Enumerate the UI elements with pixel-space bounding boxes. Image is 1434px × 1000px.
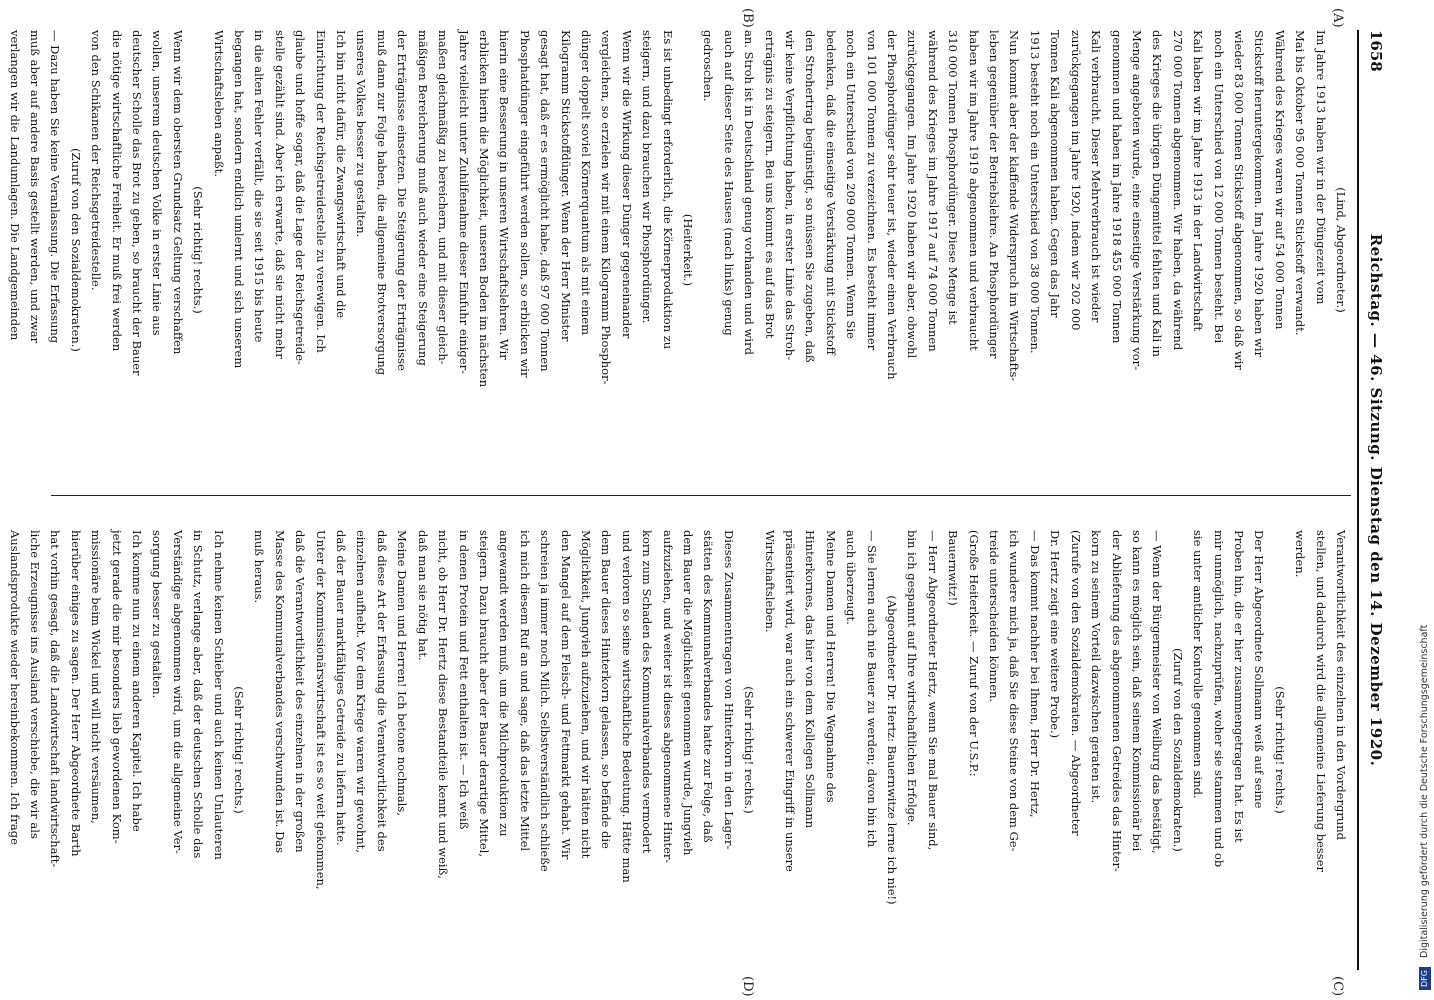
text-line: Ich bin nicht dafür, die Zwangswirtschaft und die bbox=[334, 30, 349, 319]
text-line: (Große Heiterkeit. — Zuruf von der U.S.P.: bbox=[966, 530, 981, 777]
text-line: stätten des Kommunalverbandes hatte zur Folge, daß bbox=[701, 530, 716, 843]
column-divider bbox=[51, 495, 1351, 496]
text-line: angewandt werden muß, um die Milchproduktion zu bbox=[497, 530, 512, 837]
text-line: verlangen wir die Landumlagen. Die Landgemeinden bbox=[7, 30, 22, 341]
text-line: 310 000 Tonnen Phosphordünger. Diese Menge ist bbox=[946, 30, 961, 325]
text-line: mir unmöglich, nachzuprüfen, woher sie stammen und ob bbox=[1211, 530, 1226, 868]
text-line: (Sehr richtig! rechts.) bbox=[1272, 686, 1287, 814]
text-line: daß die Verantwortlichkeit des einzelnen in der großen bbox=[293, 530, 308, 853]
text-line: Phosphatdünger eingeführt werden sollen, so erblicken wir bbox=[517, 30, 532, 378]
text-line bbox=[0, 530, 4, 970]
text-line: Mai bis Oktober 95 000 Tonnen Stickstoff verwandt. bbox=[1293, 30, 1308, 336]
text-line: noch ein Unterschied von 12 000 Tonnen besteht. Bei bbox=[1211, 30, 1226, 344]
text-line: Im Jahre 1913 haben wir in der Düngezeit vom bbox=[1313, 30, 1328, 305]
dfg-logo: DFG bbox=[1419, 967, 1431, 990]
text-line: von 101 000 Tonnen zu verzeichnen. Es besteht immer bbox=[864, 30, 879, 351]
text-line: Unter der Kommissionärswirtschaft ist es so weit gekommen, bbox=[313, 530, 328, 890]
text-line: glaube und hoffe sogar, daß die Lage der Reichsgetreide- bbox=[293, 30, 308, 365]
page-header bbox=[1357, 30, 1389, 970]
text-line: Stickstoff heruntergekommen. Im Jahre 1920 haben wir bbox=[1252, 30, 1267, 358]
text-line: Meine Damen und Herren! Ich betone nochmals, bbox=[395, 530, 410, 816]
text-line: — Herr Abgeordneter Hertz, wenn Sie mal Bauer sind, bbox=[925, 530, 940, 851]
text-line: gesagt hat, daß er es ermöglicht habe, daß 97 000 Tonnen bbox=[538, 30, 553, 372]
text-line: steigern, und dazu brauchen wir Phosphordünger. bbox=[640, 30, 655, 324]
text-line: (Abgeordneter Dr. Hertz: Bauernwitze lerne ich nie!) bbox=[885, 595, 900, 905]
text-line: Proben hin, die er hier zusammengetragen hat. Es ist bbox=[1231, 530, 1246, 843]
text-line: unseres Volkes besser zu gestalten. bbox=[354, 30, 369, 238]
text-line: zurückgegangen. Im Jahre 1920 haben wir aber, obwohl bbox=[905, 30, 920, 359]
text-line: Menge angeboten wurde, eine einseitige Verstärkung vor- bbox=[1129, 30, 1144, 371]
text-line: muß dann zur Folge haben, die allgemeine Brotversorgung bbox=[374, 30, 389, 376]
text-line: (Heiterkeit.) bbox=[681, 213, 695, 287]
text-line: (Sehr richtig! rechts.) bbox=[742, 686, 757, 814]
text-line: Ich nehme keinen Schieber und auch keinen Unlauteren bbox=[211, 530, 226, 860]
text-line: muß aber auf andere Basis gestellt werden, und zwar bbox=[28, 30, 42, 344]
text-line: (Zurufe von den Sozialdemokraten. — Abgeordneter bbox=[1068, 530, 1083, 836]
text-line: zurückgegangen im Jahre 1920, indem wir 202 000 bbox=[1068, 30, 1083, 331]
text-line: muß heraus. bbox=[252, 530, 267, 604]
page-number: 1658 bbox=[1367, 30, 1385, 72]
text-line: Hinterkornes, das hier von dem Kollegen Sollmann bbox=[803, 530, 818, 829]
text-line: hat vorhin gesagt, daß die Landwirtschaft landwirtschaft- bbox=[48, 530, 63, 868]
text-line: in denen Protein und Fett enthalten ist. — Ich weiß bbox=[456, 530, 471, 830]
text-line: stelle gezählt sind. Aber ich erwarte, daß sie nicht mehr bbox=[272, 30, 287, 359]
text-line: dünger doppelt soviel Körnerquantum als mit einem bbox=[578, 30, 593, 335]
text-line: 270 000 Tonnen abgenommen. Wir haben, da während bbox=[1170, 30, 1185, 351]
text-line: hierüber einiges zu sagen. Der Herr Abgeordnete Barth bbox=[68, 530, 83, 857]
text-line: bin ich gespannt auf Ihre wirtschaftlichen Erfolge. bbox=[905, 530, 920, 826]
text-line: Jahre vielleicht unter Zuhilfenahme dieser Einfuhr einiger- bbox=[456, 30, 471, 374]
text-line: nicht, ob Herr Dr. Hertz diese Bestandteile kennt und weiß, bbox=[436, 530, 451, 879]
text-line: ich mich diesem Ruf an und sage, daß das letzte Mittel bbox=[517, 530, 532, 852]
text-line: leben gegenüber der Betriebslehre. An Phosphordünger bbox=[987, 30, 1002, 359]
text-line: maßen gleichmäßig zu bereichern, und mit dieser gleich- bbox=[436, 30, 451, 365]
text-line: treide unterscheiden können. bbox=[987, 530, 1002, 703]
text-line: den Strohertrag begünstigt, so müssen Sie zugeben, daß bbox=[803, 30, 818, 363]
text-line: dem Bauer die Möglichkeit genommen wurde, Jungvieh bbox=[681, 530, 695, 856]
margin-marker-c: (C) bbox=[1330, 976, 1345, 997]
text-line: des Krieges die übrigen Düngemittel fehlten und Kali in bbox=[1150, 30, 1165, 357]
text-line: Möglichkeit, Jungvieh aufzuziehen, und wir hätten nicht bbox=[578, 530, 593, 859]
text-line: Auslandsprodukte wieder hereinbekommen. Ich frage bbox=[7, 530, 22, 845]
text-line: (Sehr richtig! rechts.) bbox=[232, 686, 247, 814]
text-line: daß diese Art der Erfassung die Verantwortlichkeit des bbox=[374, 530, 389, 852]
digitization-footer bbox=[1417, 0, 1433, 1000]
left-text-column bbox=[7, 30, 1351, 470]
text-line: Wenn wir die Wirkung dieser Dünger gegeneinander bbox=[619, 30, 634, 339]
text-line: die nötige wirtschaftliche Freiheit. Er muß frei werden bbox=[109, 30, 124, 352]
text-line: Es ist unbedingt erforderlich, die Körnerproduktion zu bbox=[660, 30, 675, 350]
text-line: wir keine Verpflichtung haben, in erster Linie das Stroh- bbox=[783, 30, 798, 361]
right-text-column bbox=[7, 530, 1351, 970]
text-line: Wirtschaftsleben. bbox=[762, 530, 777, 633]
text-line: Meine Damen und Herren! Die Wegnahme des bbox=[823, 530, 838, 803]
text-line: begangen hat, sondern endlich umlernt und sich unserem bbox=[232, 30, 247, 369]
text-line: stellen, und dadurch wird die allgemeine Lieferung besser bbox=[1313, 530, 1328, 872]
text-line: Wenn wir dem obersten Grundsatz Geltung verschaffen bbox=[170, 30, 185, 355]
text-line: Dieses Zusammentragen von Hinterkorn in den Lager- bbox=[721, 530, 736, 850]
text-line: Einrichtung der Reichsgetreidestelle zu verewigen. Ich bbox=[313, 30, 328, 353]
text-line: den Mangel auf dem Fleisch- und Fettmarkt gehabt. Wir bbox=[558, 530, 573, 860]
text-line: der Phosphordünger sehr teuer ist, wieder einen Verbrauch bbox=[885, 30, 900, 380]
margin-marker-a: (A) bbox=[1330, 8, 1345, 28]
session-title: Reichstag. — 46. Sitzung. Dienstag den 14. Dezember 1920. bbox=[1367, 233, 1385, 767]
text-line: sorgung besser zu gestalten. bbox=[150, 530, 165, 699]
text-line: liche Erzeugnisse ins Ausland verschiebe, die wir als bbox=[28, 530, 42, 839]
text-line: Bauernwitz!) bbox=[946, 530, 961, 606]
text-line: Nun kommt aber der klaffende Widerspruch im Wirtschafts- bbox=[1007, 30, 1022, 382]
text-line: Der Herr Abgeordnete Sollmann weiß auf seine bbox=[1252, 530, 1267, 809]
text-line: erträgnis zu steigern. Bei uns kommt es auf das Brot bbox=[762, 30, 777, 339]
footer-credit-text: Digitalisierung gefördert durch die Deutsche Forschungsgemeinschaft bbox=[1419, 624, 1430, 958]
text-line: daß der Bauer marktfähiges Getreide zu liefern hatte. bbox=[334, 530, 349, 846]
text-line: Kali verbraucht. Dieser Mehrverbrauch ist wieder bbox=[1089, 30, 1104, 323]
text-line: — Das kommt nachher bei Ihnen, Herr Dr. Hertz, bbox=[1027, 530, 1042, 818]
text-line: genommen und haben im Jahre 1918 455 000 Tonnen bbox=[1109, 30, 1124, 344]
text-line: — Wenn der Bürgermeister von Weilburg das bestätigt, bbox=[1150, 530, 1165, 854]
text-line: hierin eine Besserung in unseren Wirtschaftslehren. Wir bbox=[497, 30, 512, 360]
text-line: (Zuruf von den Sozialdemokraten.) bbox=[1170, 648, 1185, 852]
text-line: auch auf dieser Seite des Hauses (nach links) genug bbox=[721, 30, 736, 336]
text-line: erblicken hierin die Möglichkeit, unseren Boden im nächsten bbox=[476, 30, 491, 388]
text-line: von den Schikanen der Reichsgetreidestelle. bbox=[89, 30, 104, 291]
text-line: während des Krieges im Jahre 1917 auf 74 000 Tonnen bbox=[925, 30, 940, 352]
text-line: der Ablieferung des abgenommenen Getreides das Hinter- bbox=[1109, 530, 1124, 872]
text-line: Kali haben wir im Jahre 1913 in der Landwirtschaft bbox=[1191, 30, 1206, 332]
text-line: deutscher Scholle das Brot zu geben, so braucht der Bauer bbox=[130, 30, 145, 376]
text-line: korn zum Schaden des Kommunalverbandes vermodert bbox=[640, 530, 655, 854]
text-line: Verständige abgenommen wird, um die allgemeine Ver- bbox=[170, 530, 185, 854]
text-line: so kann es möglich sein, daß seinem Kommissionär bei bbox=[1129, 530, 1144, 852]
text-line: ich wundere mich ja, daß Sie diese Steine von dem Ge- bbox=[1007, 530, 1022, 852]
text-line: Ich komme nun zu einem anderen Kapitel. Ich habe bbox=[130, 530, 145, 832]
text-line: mäßigen Bereicherung muß auch wieder eine Steigerung bbox=[415, 30, 430, 366]
text-line: daß man sie nötig hat. bbox=[415, 530, 430, 661]
text-line: — Sie lernen auch nie Bauer zu werden; davon bin ich bbox=[864, 530, 879, 848]
text-line: wollen, unserem deutschen Volke in erster Linie aus bbox=[150, 30, 165, 336]
text-line: Kilogramm Stickstoffdünger. Wenn der Herr Minister bbox=[558, 30, 573, 342]
text-line: und verloren so seine wirtschaftliche Bedeutung. Hätte man bbox=[619, 530, 634, 883]
text-line: Tonnen Kali abgenommen haben. Gegen das Jahr bbox=[1048, 30, 1063, 318]
text-line: noch ein Unterschied von 209 000 Tonnen. Wenn Sie bbox=[844, 30, 859, 339]
text-line: jetzt gerade die mir besonders lieb gewordenen Kom- bbox=[109, 530, 124, 844]
text-line: an. Stroh ist in Deutschland genug vorhanden und wird bbox=[742, 30, 757, 355]
text-line: — Dazu haben Sie keine Veranlassung. Die Erfassung bbox=[48, 30, 63, 344]
text-line: bedenken, daß die einseitige Verstärkung mit Stickstoff bbox=[823, 30, 838, 355]
text-line: in Schutz, verlange aber, daß der deutschen Scholle das bbox=[191, 530, 206, 859]
text-line: auch überzeugt. bbox=[844, 530, 859, 625]
text-line: dem Bauer dieses Hinterkorn gelassen, so befände die bbox=[599, 530, 614, 849]
text-line: Masse des Kommunalverbandes verschwunden ist. Das bbox=[272, 530, 287, 854]
text-line: wieder 83 000 Tonnen Stickstoff abgenommen, so daß wir bbox=[1231, 30, 1246, 370]
text-line: (Sehr richtig! rechts.) bbox=[191, 186, 206, 314]
text-line: vergleichen, so erzielen wir mit einem Kilogramm Phosphor- bbox=[599, 30, 614, 385]
text-line: (Zuruf von den Sozialdemokraten.) bbox=[68, 148, 83, 352]
text-line: werden. bbox=[1293, 530, 1308, 578]
text-line: in die alten Fehler verfällt, die sie seit 1915 bis heute bbox=[252, 30, 267, 343]
text-line: der Erträgnisse einsetzen. Die Steigerung der Erträgnisse bbox=[395, 30, 410, 371]
text-line: Dr. Hertz zeigt eine weitere Probe.) bbox=[1048, 530, 1063, 739]
text-line: 1913 besteht noch ein Unterschied von 38 000 Tonnen. bbox=[1027, 30, 1042, 354]
text-line: einzelnen aufhebt. Vor dem Kriege waren wir gewohnt, bbox=[354, 530, 369, 853]
text-line: Während des Krieges waren wir auf 54 000 Tonnen bbox=[1272, 30, 1287, 330]
text-line: Verantwortlichkeit des einzelnen in den Vordergrund bbox=[1334, 530, 1348, 841]
margin-marker-d: (D) bbox=[740, 976, 755, 997]
text-line: schreien ja immer noch Milch. Selbstverständlich schließe bbox=[538, 530, 553, 872]
text-line: haben wir im Jahre 1919 abgenommen und verbraucht bbox=[966, 30, 981, 351]
text-line: (Lind, Abgeordneter.) bbox=[1334, 187, 1348, 313]
text-line: aufzuziehen, und weiter ist dieses abgenommene Hinter- bbox=[660, 530, 675, 864]
margin-marker-b: (B) bbox=[740, 8, 755, 28]
text-line: korn zu seinem Vorteil dazwischen geraten ist. bbox=[1089, 530, 1104, 804]
text-line: gedroschen. bbox=[701, 30, 716, 102]
text-line: Wirtschaftsleben anpaßt. bbox=[211, 30, 226, 177]
text-line: sie unter amtlicher Kontrolle genommen sind. bbox=[1191, 530, 1206, 799]
text-line: steigern. Dazu braucht aber der Bauer derartige Mittel, bbox=[476, 530, 491, 857]
text-line: missionäre beim Wickel und will nicht versäumen, bbox=[89, 530, 104, 824]
text-line bbox=[0, 30, 4, 470]
text-line: präsentiert wird, war auch ein schwerer Eingriff in unsere bbox=[783, 530, 798, 872]
